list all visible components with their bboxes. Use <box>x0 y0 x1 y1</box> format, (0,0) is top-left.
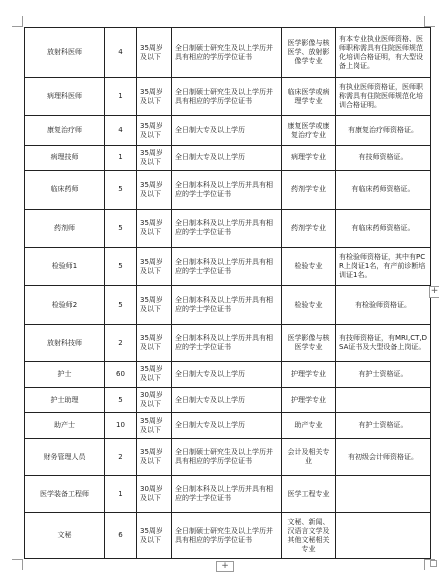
cell-name[interactable]: 护士 <box>25 362 105 388</box>
cell-num[interactable]: 1 <box>105 145 137 171</box>
cell-major[interactable]: 文秘、新闻、汉语言文学及其他文秘相关专业 <box>282 513 336 559</box>
cell-other[interactable] <box>336 476 431 513</box>
table-row <box>25 171 431 209</box>
cell-other[interactable]: 有执业医师资格证，医师职称需具有住院医师规范化培训合格证明。 <box>336 78 431 116</box>
cell-edu[interactable]: 全日制硕士研究生及以上学历并具有相应的学历学位证书 <box>172 28 282 78</box>
table-row <box>25 78 431 116</box>
cell-other[interactable] <box>336 387 431 413</box>
cell-edu[interactable]: 全日制硕士研究生及以上学历并具有相应的学历学位证书 <box>172 513 282 559</box>
add-column-icon[interactable]: + <box>430 286 439 296</box>
cell-num[interactable]: 4 <box>105 116 137 145</box>
cell-edu[interactable]: 全日制本科及以上学历并具有相应的学士学位证书 <box>172 209 282 247</box>
cell-age[interactable]: 30周岁及以下 <box>137 387 172 413</box>
cell-num[interactable]: 5 <box>105 286 137 324</box>
cell-edu[interactable]: 全日制大专及以上学历 <box>172 413 282 439</box>
cell-major[interactable]: 医学影像与核医学专业 <box>282 324 336 361</box>
cell-age[interactable]: 35周岁及以下 <box>137 209 172 247</box>
cell-major[interactable]: 医学影像与核医学、放射影像学专业 <box>282 28 336 78</box>
cell-other[interactable]: 有初级会计师资格证。 <box>336 438 431 475</box>
cell-name[interactable]: 文秘 <box>25 513 105 559</box>
cell-other[interactable]: 有护士资格证。 <box>336 413 431 439</box>
cell-num[interactable]: 60 <box>105 362 137 388</box>
cell-name[interactable]: 放射科技师 <box>25 324 105 361</box>
table-resize-handle[interactable] <box>430 560 437 567</box>
cell-major[interactable]: 医学工程专业 <box>282 476 336 513</box>
cell-num[interactable]: 1 <box>105 476 137 513</box>
table-body <box>25 28 431 559</box>
cell-name[interactable]: 助产士 <box>25 413 105 439</box>
cell-name[interactable]: 护士助理 <box>25 387 105 413</box>
cell-other[interactable]: 有检验师资格证，其中有PCR上岗证1名，有产前诊断培训证1名。 <box>336 248 431 286</box>
cell-age[interactable]: 30周岁及以下 <box>137 476 172 513</box>
cell-edu[interactable]: 全日制本科及以上学历并具有相应的学士学位证书 <box>172 171 282 209</box>
cell-name[interactable]: 康复治疗师 <box>25 116 105 145</box>
cell-major[interactable]: 药剂学专业 <box>282 171 336 209</box>
cell-edu[interactable]: 全日制本科及以上学历并具有相应的学士学位证书 <box>172 476 282 513</box>
cell-num[interactable]: 2 <box>105 438 137 475</box>
table-row <box>25 438 431 475</box>
cell-age[interactable]: 35周岁及以下 <box>137 248 172 286</box>
cell-num[interactable]: 1 <box>105 78 137 116</box>
recruitment-table <box>24 27 431 559</box>
cell-other[interactable]: 有临床药师资格证。 <box>336 171 431 209</box>
table-row <box>25 513 431 559</box>
cell-name[interactable]: 病理技师 <box>25 145 105 171</box>
cell-num[interactable]: 5 <box>105 387 137 413</box>
table-row <box>25 362 431 388</box>
cell-name[interactable]: 检验师2 <box>25 286 105 324</box>
cell-edu[interactable]: 全日制大专及以上学历 <box>172 145 282 171</box>
cell-major[interactable]: 检验专业 <box>282 286 336 324</box>
cell-age[interactable]: 35周岁及以下 <box>137 324 172 361</box>
cell-other[interactable]: 有护士资格证。 <box>336 362 431 388</box>
cell-edu[interactable]: 全日制本科及以上学历并具有相应的学士学位证书 <box>172 248 282 286</box>
table-row <box>25 28 431 78</box>
table-row <box>25 286 431 324</box>
cell-edu[interactable]: 全日制硕士研究生及以上学历并具有相应的学历学位证书 <box>172 78 282 116</box>
cell-age[interactable]: 35周岁及以下 <box>137 413 172 439</box>
cell-age[interactable]: 35周岁及以下 <box>137 513 172 559</box>
cell-age[interactable]: 35周岁及以下 <box>137 28 172 78</box>
cell-major[interactable]: 护理学专业 <box>282 362 336 388</box>
add-row-icon[interactable]: + <box>216 561 234 572</box>
cell-major[interactable]: 药剂学专业 <box>282 209 336 247</box>
cell-other[interactable]: 有技师资格证，有MRI,CT,DSA证书及大型设备上岗证。 <box>336 324 431 361</box>
table-row <box>25 387 431 413</box>
cell-edu[interactable]: 全日制大专及以上学历 <box>172 116 282 145</box>
cell-other[interactable]: 有本专业执业医师资格、医师职称需具有住院医师规范化培训合格证明，有大型设备上岗证。 <box>336 28 431 78</box>
cell-other[interactable]: 有技师资格证。 <box>336 145 431 171</box>
cell-name[interactable]: 临床药师 <box>25 171 105 209</box>
cell-major[interactable]: 康复医学或康复治疗专业 <box>282 116 336 145</box>
table-row <box>25 248 431 286</box>
cell-name[interactable]: 病理科医师 <box>25 78 105 116</box>
cell-name[interactable]: 财务管理人员 <box>25 438 105 475</box>
cell-age[interactable]: 35周岁及以下 <box>137 145 172 171</box>
cell-edu[interactable]: 全日制大专及以上学历 <box>172 362 282 388</box>
cell-age[interactable]: 35周岁及以下 <box>137 362 172 388</box>
cell-other[interactable]: 有检验师资格证。 <box>336 286 431 324</box>
cell-major[interactable]: 护理学专业 <box>282 387 336 413</box>
page-corner-mark <box>424 16 435 27</box>
cell-name[interactable]: 检验师1 <box>25 248 105 286</box>
cell-edu[interactable]: 全日制本科及以上学历并具有相应的学士学位证书 <box>172 286 282 324</box>
table-row <box>25 476 431 513</box>
page-corner-mark <box>12 559 23 570</box>
cell-major[interactable]: 检验专业 <box>282 248 336 286</box>
table-row <box>25 145 431 171</box>
cell-other[interactable]: 有临床药师资格证。 <box>336 209 431 247</box>
cell-major[interactable]: 病理学专业 <box>282 145 336 171</box>
cell-age[interactable]: 35周岁及以下 <box>137 286 172 324</box>
cell-age[interactable]: 35周岁及以下 <box>137 78 172 116</box>
cell-other[interactable] <box>336 513 431 559</box>
cell-other[interactable]: 有康复治疗师资格证。 <box>336 116 431 145</box>
cell-name[interactable]: 药剂师 <box>25 209 105 247</box>
cell-name[interactable]: 放射科医师 <box>25 28 105 78</box>
cell-num[interactable]: 2 <box>105 324 137 361</box>
cell-major[interactable]: 临床医学或病理学专业 <box>282 78 336 116</box>
cell-name[interactable]: 医学装备工程师 <box>25 476 105 513</box>
table-row <box>25 324 431 361</box>
cell-age[interactable]: 35周岁及以下 <box>137 438 172 475</box>
cell-edu[interactable]: 全日制大专及以上学历 <box>172 387 282 413</box>
cell-major[interactable]: 助产专业 <box>282 413 336 439</box>
cell-num[interactable]: 4 <box>105 28 137 78</box>
cell-num[interactable]: 6 <box>105 513 137 559</box>
table-row <box>25 116 431 145</box>
table-row <box>25 413 431 439</box>
cell-num[interactable]: 10 <box>105 413 137 439</box>
table-row <box>25 209 431 247</box>
cell-edu[interactable]: 全日制硕士研究生及以上学历并具有相应的学历学位证书 <box>172 438 282 475</box>
cell-num[interactable]: 5 <box>105 248 137 286</box>
cell-major[interactable]: 会计及相关专业 <box>282 438 336 475</box>
cell-age[interactable]: 35周岁及以下 <box>137 116 172 145</box>
cell-edu[interactable]: 全日制本科及以上学历并具有相应的学士学位证书 <box>172 324 282 361</box>
page-corner-mark <box>12 16 23 27</box>
cell-age[interactable]: 35周岁及以下 <box>137 171 172 209</box>
cell-num[interactable]: 5 <box>105 209 137 247</box>
cell-num[interactable]: 5 <box>105 171 137 209</box>
